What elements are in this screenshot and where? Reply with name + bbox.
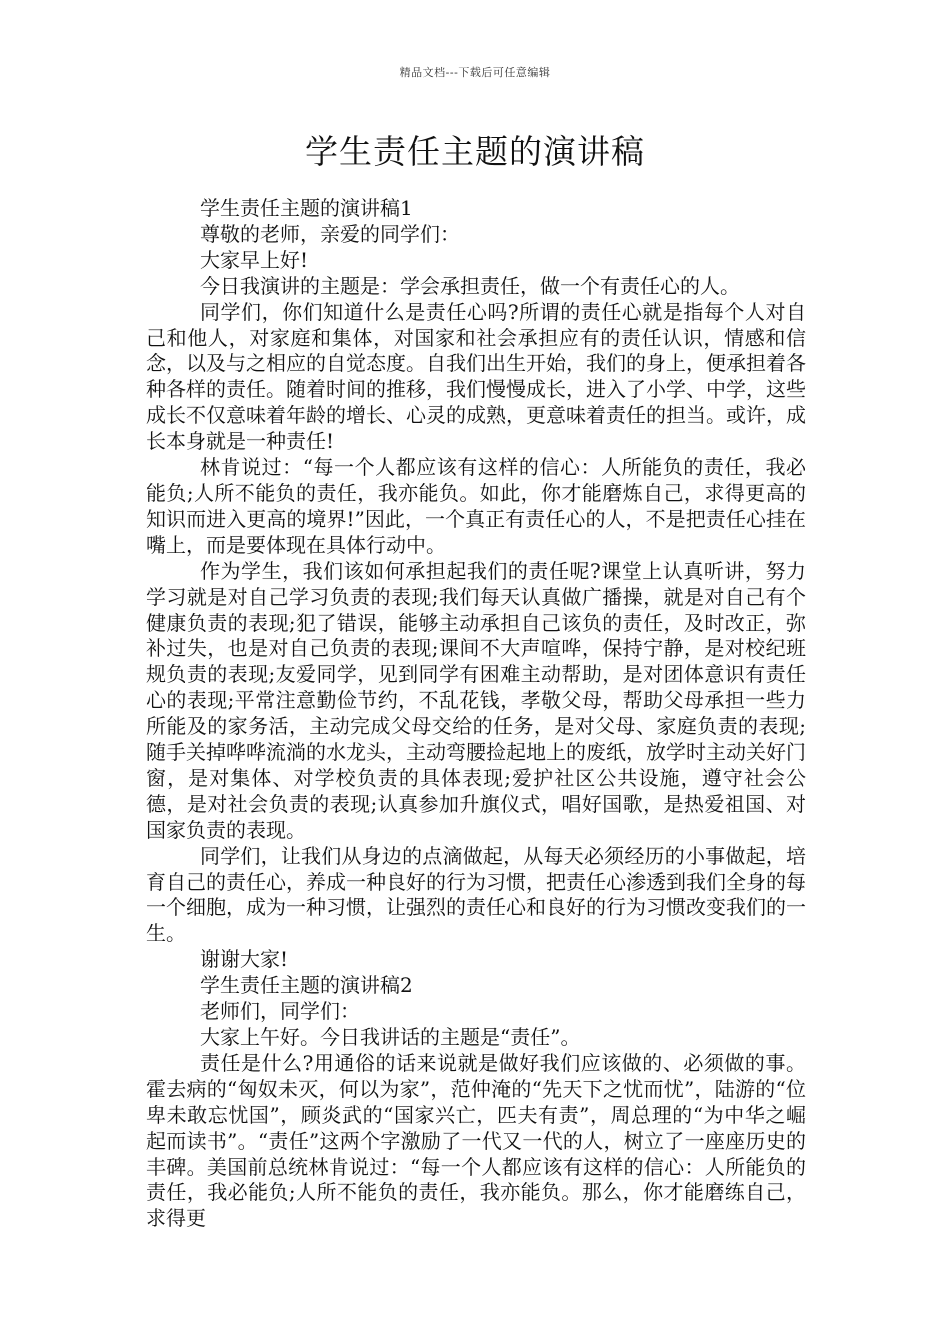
- section-heading-2: 学生责任主题的演讲稿2: [200, 973, 413, 998]
- speech-topic: 今日我演讲的主题是：学会承担责任，做一个有责任心的人。: [200, 273, 740, 298]
- document-body: [146, 196, 806, 1232]
- speech-topic: 大家上午好。今日我讲话的主题是“责任”。: [200, 1025, 581, 1049]
- body-paragraph: 林肯说过：“每一个人都应该有这样的信心：人所能负的责任，我必能负;人所不能负的责任，我亦能负。如此，你才能磨炼自己，求得更高的知识而进入更高的境界!”因此，一个真正有责任心的人，不是把责任心挂在嘴上，而是要体现在具体行动中。: [146, 455, 806, 557]
- body-paragraph: 责任是什么?用通俗的话来说就是做好我们应该做的、必须做的事。霍去病的“匈奴未灭，何以为家”，范仲淹的“先天下之忧而忧”，陆游的“位卑未敢忘忧国”，顾炎武的“国家兴亡，匹夫有责”，周总理的“为中华之崛起而读书”。“责任”这两个字激励了一代又一代的人，树立了一座座历史的丰碑。美国前总统林肯说过：“每一个人都应该有这样的信心：人所能负的责任，我必能负;人所不能负的责任，我亦能负。那么，你才能磨练自己，求得更: [146, 1050, 806, 1231]
- greeting-morning: 大家早上好!: [200, 247, 309, 272]
- header-note: 精品文档---下载后可任意编辑: [399, 66, 551, 79]
- greeting-salutation: 老师们，同学们：: [200, 999, 360, 1024]
- greeting-salutation: 尊敬的老师，亲爱的同学们：: [200, 221, 460, 246]
- body-paragraph: 作为学生，我们该如何承担起我们的责任呢?课堂上认真听讲，努力学习就是对自己学习负责的表现;我们每天认真做广播操，就是对自己有个健康负责的表现;犯了错误，能够主动承担自己该负的责任，及时改正，弥补过失，也是对自己负责的表现;课间不大声喧哗，保持宁静，是对校纪班规负责的表现;友爱同学，见到同学有困难主动帮助，是对团体意识有责任心的表现;平常注意勤俭节约，不乱花钱，孝敬父母，帮助父母承担一些力所能及的家务活，主动完成父母交给的任务，是对父母、家庭负责的表现;随手关掉哗哗流淌的水龙头，主动弯腰捡起地上的废纸，放学时主动关好门窗，是对集体、对学校负责的具体表现;爱护社区公共设施，遵守社会公德，是对社会负责的表现;认真参加升旗仪式，唱好国歌，是热爱祖国、对国家负责的表现。: [146, 558, 806, 842]
- closing-thanks: 谢谢大家!: [200, 947, 289, 972]
- body-paragraph: 同学们，让我们从身边的点滴做起，从每天必须经历的小事做起，培育自己的责任心，养成一种良好的行为习惯，把责任心渗透到我们全身的每一个细胞，成为一种习惯，让强烈的责任心和良好的行为习惯改变我们的一生。: [146, 843, 806, 946]
- document-title: 学生责任主题的演讲稿: [305, 132, 645, 171]
- section-heading-1: 学生责任主题的演讲稿1: [200, 196, 413, 220]
- body-paragraph: 同学们，你们知道什么是责任心吗?所谓的责任心就是指每个人对自己和他人，对家庭和集体，对国家和社会承担应有的责任认识，情感和信念，以及与之相应的自觉态度。自我们出生开始，我们的身上，便承担着各种各样的责任。随着时间的推移，我们慢慢成长，进入了小学、中学，这些成长不仅意味着年龄的增长、心灵的成熟，更意味着责任的担当。或许，成长本身就是一种责任!: [146, 299, 806, 454]
